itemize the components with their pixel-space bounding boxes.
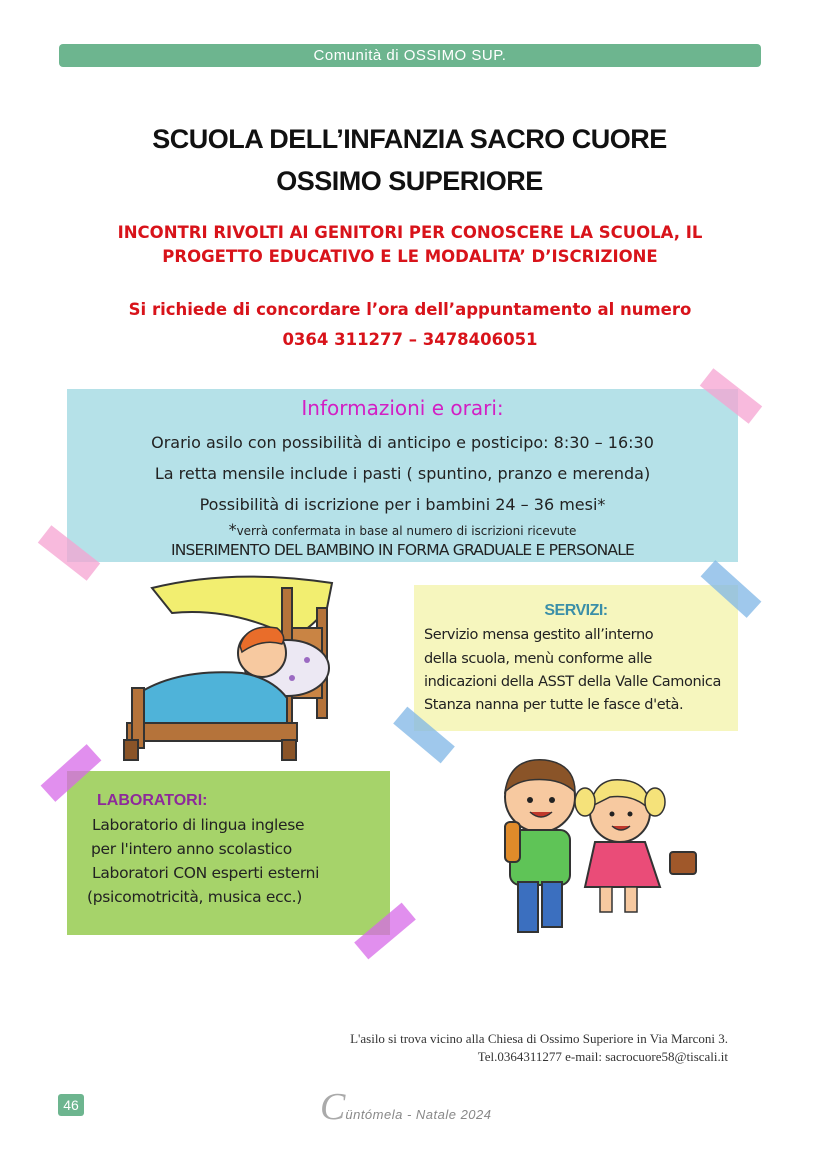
- phone-numbers: 0364 311277 – 3478406051: [282, 330, 538, 349]
- appointment-text: Si richiede di concordare l’ora dell’appuntamento al numero: [128, 300, 692, 319]
- footer-location: L'asilo si trova vicino alla Chiesa di Ossimo Superiore in Via Marconi 3.: [350, 1031, 728, 1046]
- magazine-brand: [320, 1085, 492, 1129]
- intro-line-1: INCONTRI RIVOLTI AI GENITORI PER CONOSCERE LA SCUOLA, IL: [117, 223, 703, 242]
- children-illustration: [490, 752, 700, 942]
- brand-text: üntómela - Natale 2024: [345, 1107, 492, 1122]
- info-title: Informazioni e orari:: [301, 396, 504, 420]
- laboratori-title: LABORATORI:: [97, 792, 208, 809]
- info-fee: La retta mensile include i pasti ( spuntino, pranzo e merenda): [154, 464, 651, 483]
- info-note: [67, 520, 738, 539]
- page-number: 46: [58, 1094, 84, 1116]
- brand-initial: C: [320, 1086, 346, 1128]
- laboratori-line: Laboratori CON esperti esterni: [92, 864, 320, 882]
- servizi-line: Servizio mensa gestito all’interno: [424, 627, 654, 643]
- info-hours: Orario asilo con possibilità di anticipo e posticipo: 8:30 – 16:30: [151, 433, 654, 452]
- servizi-line: della scuola, menù conforme alle: [424, 651, 652, 667]
- servizi-line: Stanza nanna per tutte le fasce d'età.: [424, 697, 684, 713]
- info-enrollment: Possibilità di iscrizione per i bambini 24 – 36 mesi*: [199, 495, 606, 514]
- header-bar: [59, 44, 761, 67]
- school-title: SCUOLA DELL’INFANZIA SACRO CUORE: [152, 124, 667, 154]
- note-asterisk: *: [228, 520, 237, 539]
- laboratori-line: (psicomotricità, musica ecc.): [87, 888, 302, 906]
- intro-line-2: PROGETTO EDUCATIVO E LE MODALITA’ D’ISCRIZIONE: [162, 247, 658, 266]
- community-name: Comunità di OSSIMO SUP.: [313, 47, 507, 64]
- servizi-line: indicazioni della ASST della Valle Camonica: [424, 674, 721, 690]
- school-subtitle: OSSIMO SUPERIORE: [276, 166, 543, 196]
- note-text: verrà confermata in base al numero di iscrizioni ricevute: [236, 524, 577, 538]
- footer-contacts: Tel.0364311277 e-mail: sacrocuore58@tiscali.it: [477, 1049, 728, 1064]
- laboratori-line: Laboratorio di lingua inglese: [92, 816, 305, 834]
- info-integration: INSERIMENTO DEL BAMBINO IN FORMA GRADUALE E PERSONALE: [170, 541, 635, 559]
- servizi-title: SERVIZI:: [544, 602, 608, 619]
- laboratori-line: per l'intero anno scolastico: [91, 840, 292, 858]
- sleeping-child-illustration: [112, 568, 352, 768]
